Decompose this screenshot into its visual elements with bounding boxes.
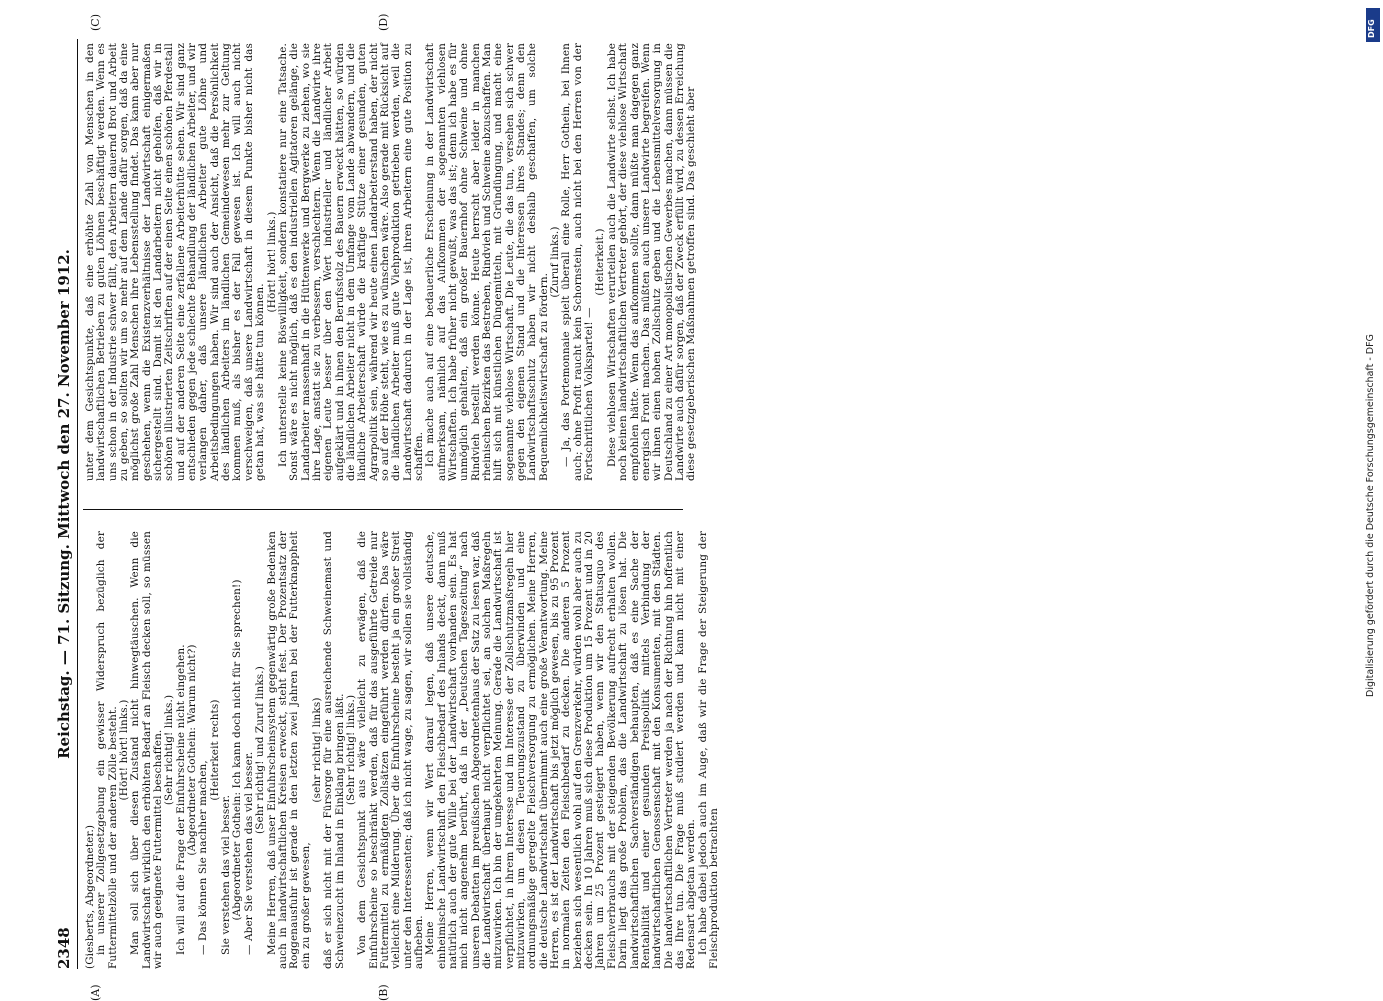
page-title: Reichstag. — 71. Sitzung. Mittwoch den 27. November 1912. — [55, 249, 73, 759]
paragraph: (sehr richtig! links) — [310, 697, 323, 803]
left-text-column — [84, 531, 720, 969]
paragraph: — Das können Sie nachher machen, — [197, 760, 210, 955]
header-rule — [77, 39, 78, 969]
paragraph: (Zuruf links.) — [549, 226, 562, 298]
paragraph: Von dem Gesichtspunkt aus wäre vielleicht zu erwägen, daß die Einfuhrscheine so beschränkt werden, daß für das ausgeführte Getreide nur Futtermittel zu ermäßigten Zollsätzen eingeführt werden dürfen. Das wäre vielleicht eine Milderung. Über die Einfuhrscheine besteht ja ein großer Streit unter den Interessenten; daß ich nicht wage, zu sagen, wir sollen sie vollständig aufheben. — [356, 531, 425, 969]
document-page — [55, 13, 720, 1001]
paragraph: Diese viehlosen Wirtschaften verurteilen auch die Landwirte selbst. Ich habe noch keinen landwirtschaftlichen Vertreter gehört, der diese viehlose Wirtschaft empfohlen hätte. Wenn das aufkommen sollte, dann müßte man dagegen ganz energisch Front machen. Das müßten auch unsere Landwirte begreifen. Wenn wir ihnen einen hohen Zollschutz geben und die Lebensmittelversorgung in Deutschland zu einer Art monopolistischen Gewerbes machen, dann müssen die Landwirte auch dafür sorgen, daß der Zweck erfüllt wird, zu dessen Erreichung diese gesetzgeberischen Maßnahmen getroffen sind. Das geschieht aber — [605, 43, 698, 481]
paragraph: Sie verstehen das viel besser. — [220, 794, 233, 955]
paragraph: Ich mache auch auf eine bedauerliche Erscheinung in der Landwirtschaft aufmerksam, nämlich auf das Aufkommen der sogenannten viehlosen Wirtschaften. Ich habe früher nicht gewußt, was das ist; denn ich habe es für unmöglich gehalten, daß ein großer Bauernhof ohne Schweine und ohne Rindvieh bestellt werden könne. Heute herrscht aber leider in manchen rheinischen Bezirken das Bestreben, Rindvieh und Schweine abzuschaffen. Man hilft sich mit künstlichen Düngemitteln, mit Gründüngung, und macht eine sogenannte viehlose Wirtschaft. Die Leute, die das tun, versehen sich schwer gegen den eigenen Stand und die Interessen ihres Standes; denn den Landwirtschaftsschutz haben wir nicht deshalb geschaffen, um solche Bequemlichkeitswirtschaft zu fördern. — [424, 43, 550, 481]
paragraph: (Sehr richtig! links.) — [163, 694, 176, 806]
paragraph: daß er sich nicht mit der Fürsorge für eine ausreichende Schweinemast und Schweinezucht im Inland in Einklang bringen läßt. — [322, 531, 346, 969]
paragraph: (Sehr richtig! und Zuruf links.) — [254, 666, 267, 834]
margin-marker-c: (C) — [89, 14, 102, 31]
paragraph: — Aber Sie verstehen das viel besser. — [242, 751, 255, 955]
paragraph: (Giesberts, Abgeordneter.) — [84, 824, 96, 969]
column-divider — [83, 509, 683, 510]
paragraph: (Heiterkeit rechts) — [208, 699, 221, 801]
paragraph: Meine Herren, wenn wir Wert darauf legen, daß unsere deutsche, einheimische Landwirtschaft den Fleischbedarf des Inlands deckt, dann muß natürlich auch der gute Wille bei der Landwirtschaft vorhanden sein. Es hat mich nicht angenehm berührt, daß in der „Deutschen Tageszeitung“ nach unseren Debatten im preußischen Abgeordnetenhaus der Satz zu lesen war, daß die Landwirtschaft überhaupt nicht verpflichtet sei, an solchen Maßregeln mitzuwirken. Ich bin der umgekehrten Meinung. Gerade die Landwirtschaft ist verpflichtet, in ihrem Interesse und im Interesse der Zollschutzmaßregeln hier mitzuwirken, um diesen Teuerungszustand zu überwinden und eine ordnungsmäßige geregelte Fleischversorgung zu ermöglichen. Meine Herren, die deutsche Landwirtschaft übernimmt auch eine große Verantwortung. Meine Herren, es ist der Landwirtschaft bis jetzt möglich gewesen, bis zu 95 Prozent in normalen Zeiten den Fleischbedarf zu decken. Die anderen 5 Prozent beziehen sich wesentlich wohl auf den Grenzverkehr, würden wohl aber auch zu decken sein. In 10 Jahren muß sich diese Produktion um 15 Prozent und in 20 Jahren um 25 Prozent gesteigert haben, wenn wir den Statusquo des Fleischverbrauchs mit der steigenden Bevölkerung aufrecht erhalten wollen. Darin liegt das große Problem, das die Landwirtschaft zu lösen hat. Die landwirtschaftlichen Sachverständigen behaupten, daß es eine Sache der Rentabilität und einer gesunden Preispolitik mittels Verbindung der landwirtschaftlichen Genossenschaft mit den Konsumenten, mit den Städten. Die landwirtschaftlichen Vertreter werden ja nach der Richtung hin hoffentlich das Ihre tun. Die Frage muß studiert werden und kann nicht mit einer Redensart abgetan werden. — [424, 531, 698, 969]
paragraph: Ich unterstelle keine Böswilligkeit, sondern konstatiere nur eine Tatsache. Sonst wäre es nicht möglich, daß es den industriellen Agitatoren gelänge, die Landarbeiter massenhaft in die Hüttenwerke und Bergwerke zu ziehen, wo sie ihre Lage, anstatt sie zu verbessern, verschlechtern. Wenn die Landwirte ihre eigenen Leute besser über den Wert industrieller und ländlicher Arbeit aufgeklärt und in ihnen den Berufsstolz des Bauern erweckt hätten, so würden die ländlichen Arbeiter nicht in dem Umfange vom Lande abwandern, und die ländliche Arbeiterschaft würde die kräftige Stütze einer gesunden, guten Agrarpolitik sein, während wir heute einen Landarbeiterstand haben, der nicht so auf der Höhe steht, wie es zu wünschen wäre. Also gerade mit Rücksicht auf die ländlichen Arbeiter muß gute Viehproduktion getrieben werden, weil die Landwirtschaft dadurch in der Lage ist, ihren Arbeitern eine gute Position zu schaffen. — [276, 43, 425, 481]
paragraph: (Abgeordneter Gothein: Ich kann doch nicht für Sie sprechen!) — [231, 579, 244, 921]
paragraph: (Abgeordneter Gothein: Warum nicht?) — [186, 644, 199, 856]
margin-marker-d: (D) — [377, 13, 390, 31]
paragraph: (Heiterkeit.) — [594, 228, 607, 296]
digitization-note — [1365, 2, 1379, 702]
page-header — [55, 39, 75, 969]
paragraph: (Sehr richtig! links.) — [344, 694, 357, 806]
paragraph: Meine Herren, daß unser Einfuhrscheinsystem gegenwärtig große Bedenken auch in landwirtschaftlichen Kreisen erweckt, steht fest. Der Prozentsatz der Roggenausfuhr ist gerade in den letzten zwei Jahren bei der Futterknappheit ein zu großer gewesen, — [265, 531, 312, 969]
paragraph: (Hört! hört! links.) — [265, 211, 278, 313]
paragraph: in unserer Zollgesetzgebung ein gewisser Widerspruch bezüglich der Futtermittelzölle und der anderen Zölle besteht. — [95, 531, 119, 969]
right-text-column — [84, 43, 698, 481]
paragraph: unter dem Gesichtspunkte, daß eine erhöhte Zahl von Menschen in den landwirtschaftlichen Betrieben zu guten Löhnen beschäftigt werden. Wenn es uns schon in der Industrie schwer fällt, den Arbeitern dauernd Brot und Arbeit zu geben, so sollten wir um so mehr auf dem Lande dafür sorgen, daß da eine möglichst große Zahl Menschen ihre Lebensstellung findet. Das kann aber nur geschehen, wenn die Existenzverhältnisse der Landwirtschaft einigermaßen sichergestellt sind. Damit ist den Landarbeitern nicht geholfen, daß wir in schönen illustrierten Zeitschriften auf der einen Seite einen schönen Pferdestall und auf der anderen Seite eine zerfallene Arbeiterhütte sehen. Wir sind ganz entschieden gegen jede schlechte Behandlung der ländlichen Arbeiter, und wir verlangen daher, daß unsere ländlichen Arbeiter gute Löhne und Arbeitsbedingungen haben. Wir sind auch der Ansicht, daß die Persönlichkeit des ländlichen Arbeiters im ländlichen Gemeindewesen mehr zur Geltung kommen muß, als bisher es der Fall gewesen ist. Ich will auch nicht verschweigen, daß unsere Landwirtschaft in diesem Punkte bisher nicht das getan hat, was sie hätte tun können. — [84, 43, 267, 481]
margin-marker-a: (A) — [89, 984, 102, 1001]
paragraph: — Ja, das Portemonnaie spielt überall eine Rolle, Herr Gothein, bei Ihnen auch; ohne Profit raucht kein Schornstein, auch nicht bei den Herren von der Fortschrittlichen Volkspartei! — — [560, 43, 596, 481]
paragraph: Ich habe dabei jedoch auch im Auge, daß wir die Frage der Steigerung der Fleischproduktion betrachten — [696, 531, 720, 969]
page-number: 2348 — [55, 927, 73, 969]
paragraph: Man soll sich über diesen Zustand nicht hinwegtäuschen. Wenn die Landwirtschaft wirklich den erhöhten Bedarf an Fleisch decken soll, so müssen wir auch geeignete Futtermittel beschaffen. — [129, 531, 165, 969]
dfg-logo: DFG — [1366, 8, 1380, 42]
margin-marker-b: (B) — [377, 984, 390, 1001]
paragraph: Ich will auf die Frage der Einfuhrscheine nicht eingehen. — [174, 644, 187, 955]
paragraph: (Hört! hört! links.) — [118, 699, 131, 801]
digitization-note-text: Digitalisierung gefördert durch die Deutsche Forschungsgemeinschaft - DFG — [1365, 334, 1376, 697]
